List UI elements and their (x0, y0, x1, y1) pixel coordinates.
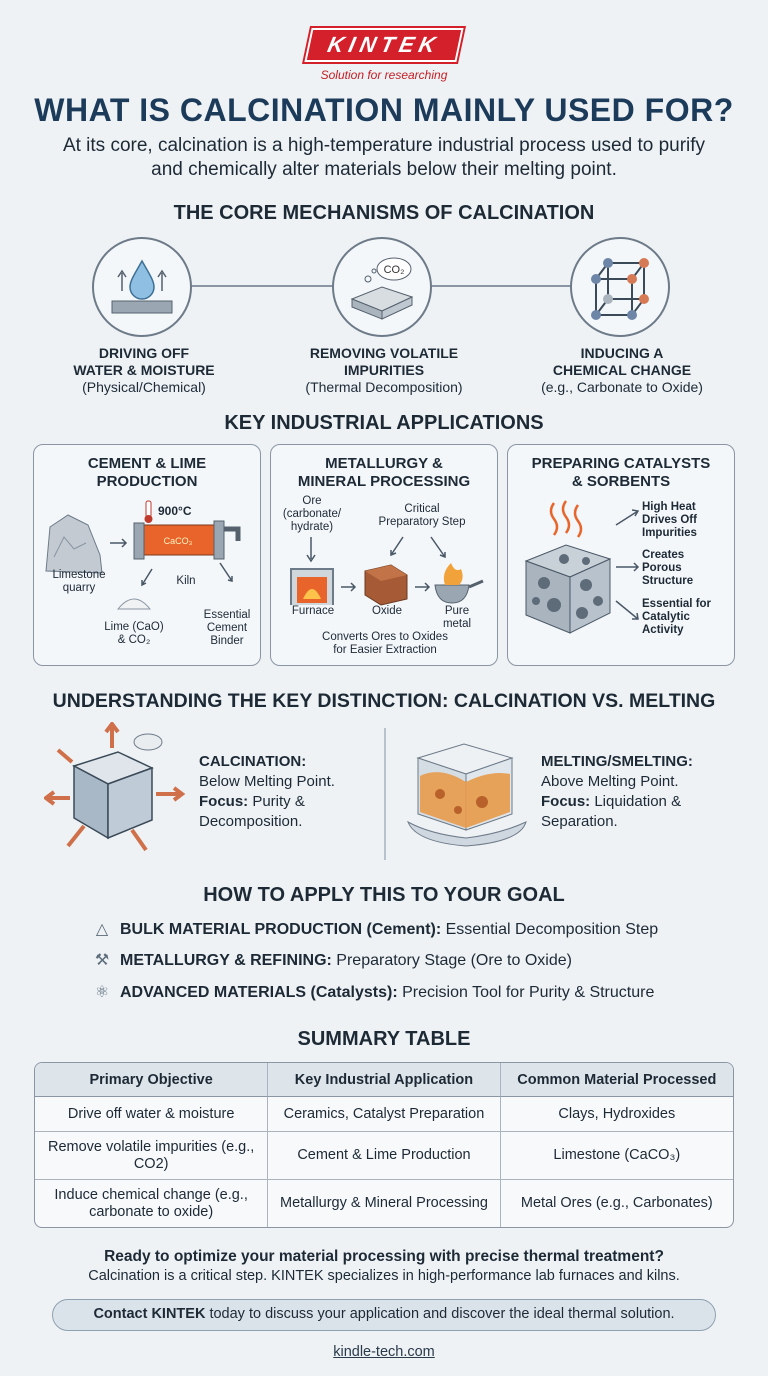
goals-heading: HOW TO APPLY THIS TO YOUR GOAL (203, 884, 565, 906)
cta-text: Calcination is a critical step. KINTEK specializes in high-performance lab furnaces and kilns. (88, 1268, 680, 1284)
label-converts-ores: Converts Ores to Oxides for Easier Extraction (322, 631, 448, 656)
summary-heading: SUMMARY TABLE (297, 1028, 471, 1050)
card-metallurgy-title: METALLURGY & MINERAL PROCESSING (297, 455, 471, 490)
label-oxide: Oxide (371, 605, 403, 617)
contact-button-bold: Contact KINTEK (93, 1306, 206, 1322)
label-critical-step: Critical Preparatory Step (378, 503, 466, 528)
label-pure-metal: Pure metal (442, 605, 472, 630)
atom-icon: ⚛ (94, 984, 110, 1001)
table-cell: Clays, Hydroxides (500, 1097, 733, 1131)
table-header: Key Industrial Application (267, 1063, 499, 1097)
website-link[interactable]: kindle-tech.com (333, 1344, 435, 1360)
goal-metallurgy: ⚒ METALLURGY & REFINING: Preparatory Stage (Ore to Oxide) (90, 949, 572, 973)
table-cell: Drive off water & moisture (67, 1105, 235, 1122)
kiln-temperature: 900°C (158, 504, 192, 518)
card-catalysts-title: PREPARING CATALYSTS & SORBENTS (531, 455, 711, 490)
molecule-cube-icon (570, 237, 670, 337)
table-cell: Cement & Lime Production (267, 1131, 499, 1179)
table-cell: Metal Ores (e.g., Carbonates) (500, 1179, 733, 1227)
label-ore: Ore (carbonate/ hydrate) (282, 495, 342, 533)
label-catalytic-activity: Essential for Catalytic Activity (642, 598, 712, 636)
table-row (35, 1179, 733, 1227)
metallurgy-process-illustration (279, 533, 491, 613)
card-catalysts (507, 444, 735, 666)
catalyst-arrows (612, 495, 642, 625)
contact-button[interactable] (52, 1299, 716, 1331)
calcination-cube-icon (44, 722, 186, 854)
table-cell: Limestone (CaCO₃) (500, 1131, 733, 1179)
summary-table (34, 1062, 734, 1228)
melting-description: MELTING/SMELTING: Above Melting Point. Focus: Liquidation & Separation. (541, 753, 693, 830)
label-limestone-quarry: Limestone quarry (52, 569, 106, 594)
contact-button-text: today to discuss your application and discover the ideal thermal solution. (205, 1306, 675, 1322)
melting-cube-icon (400, 730, 532, 850)
brand-logo (0, 28, 768, 82)
page-title: WHAT IS CALCINATION MAINLY USED FOR? (34, 92, 734, 128)
table-header: Common Material Processed (500, 1063, 733, 1097)
label-high-heat: High Heat Drives Off Impurities (642, 501, 697, 539)
kiln-label: CaCO₃ (163, 536, 193, 546)
label-furnace: Furnace (291, 605, 335, 617)
label-lime: Lime (CaO) & CO₂ (104, 621, 164, 646)
table-header: Primary Objective (35, 1063, 267, 1097)
goal-bulk-material: △ BULK MATERIAL PRODUCTION (Cement): Essential Decomposition Step (90, 918, 658, 942)
pickaxe-icon: ⚒ (94, 952, 110, 969)
water-drop-icon (92, 237, 192, 337)
goal-advanced-materials: ⚛ ADVANCED MATERIALS (Catalysts): Precision Tool for Purity & Structure (90, 981, 654, 1005)
table-cell: Metallurgy & Mineral Processing (267, 1179, 499, 1227)
table-cell: Remove volatile impurities (e.g., CO2) (35, 1131, 267, 1179)
applications-heading: KEY INDUSTRIAL APPLICATIONS (224, 412, 544, 434)
table-row (35, 1097, 733, 1131)
card-cement-title: CEMENT & LIME PRODUCTION (87, 455, 207, 490)
label-porous: Creates Porous Structure (642, 549, 694, 587)
table-row (35, 1131, 733, 1179)
calcination-description: CALCINATION: Below Melting Point. Focus: Purity & Decomposition. (199, 753, 335, 830)
co2-release-icon (332, 237, 432, 337)
card-metallurgy (270, 444, 498, 666)
card-cement (33, 444, 261, 666)
table-cell: Ceramics, Catalyst Preparation (267, 1097, 499, 1131)
distinction-divider (384, 728, 386, 860)
co2-label: CO₂ (383, 264, 405, 276)
cta-heading: Ready to optimize your material processing with precise thermal treatment? (104, 1248, 664, 1265)
mechanism-water: DRIVING OFF WATER & MOISTURE (Physical/Chemical) (73, 345, 215, 395)
intro-text: At its core, calcination is a high-temperature industrial process used to purify and chemically alter materials below their melting point. (62, 135, 706, 180)
mechanisms-heading: THE CORE MECHANISMS OF CALCINATION (173, 202, 595, 224)
label-cement-binder: Essential Cement Binder (203, 609, 251, 647)
cement-bag-icon: △ (95, 921, 109, 938)
table-cell: Induce chemical change (e.g., carbonate to oxide) (35, 1179, 267, 1227)
distinction-heading: UNDERSTANDING THE KEY DISTINCTION: CALCINATION VS. MELTING (52, 690, 716, 712)
label-kiln: Kiln (176, 575, 196, 587)
brand-name: KINTEK (304, 28, 463, 62)
table-header-row (35, 1063, 733, 1097)
cement-process-illustration (42, 497, 254, 627)
mechanism-chemical: INDUCING A CHEMICAL CHANGE (e.g., Carbonate to Oxide) (541, 345, 703, 395)
mechanism-volatile: REMOVING VOLATILE IMPURITIES (Thermal Decomposition) (305, 345, 463, 395)
brand-tagline: Solution for researching (320, 68, 448, 82)
